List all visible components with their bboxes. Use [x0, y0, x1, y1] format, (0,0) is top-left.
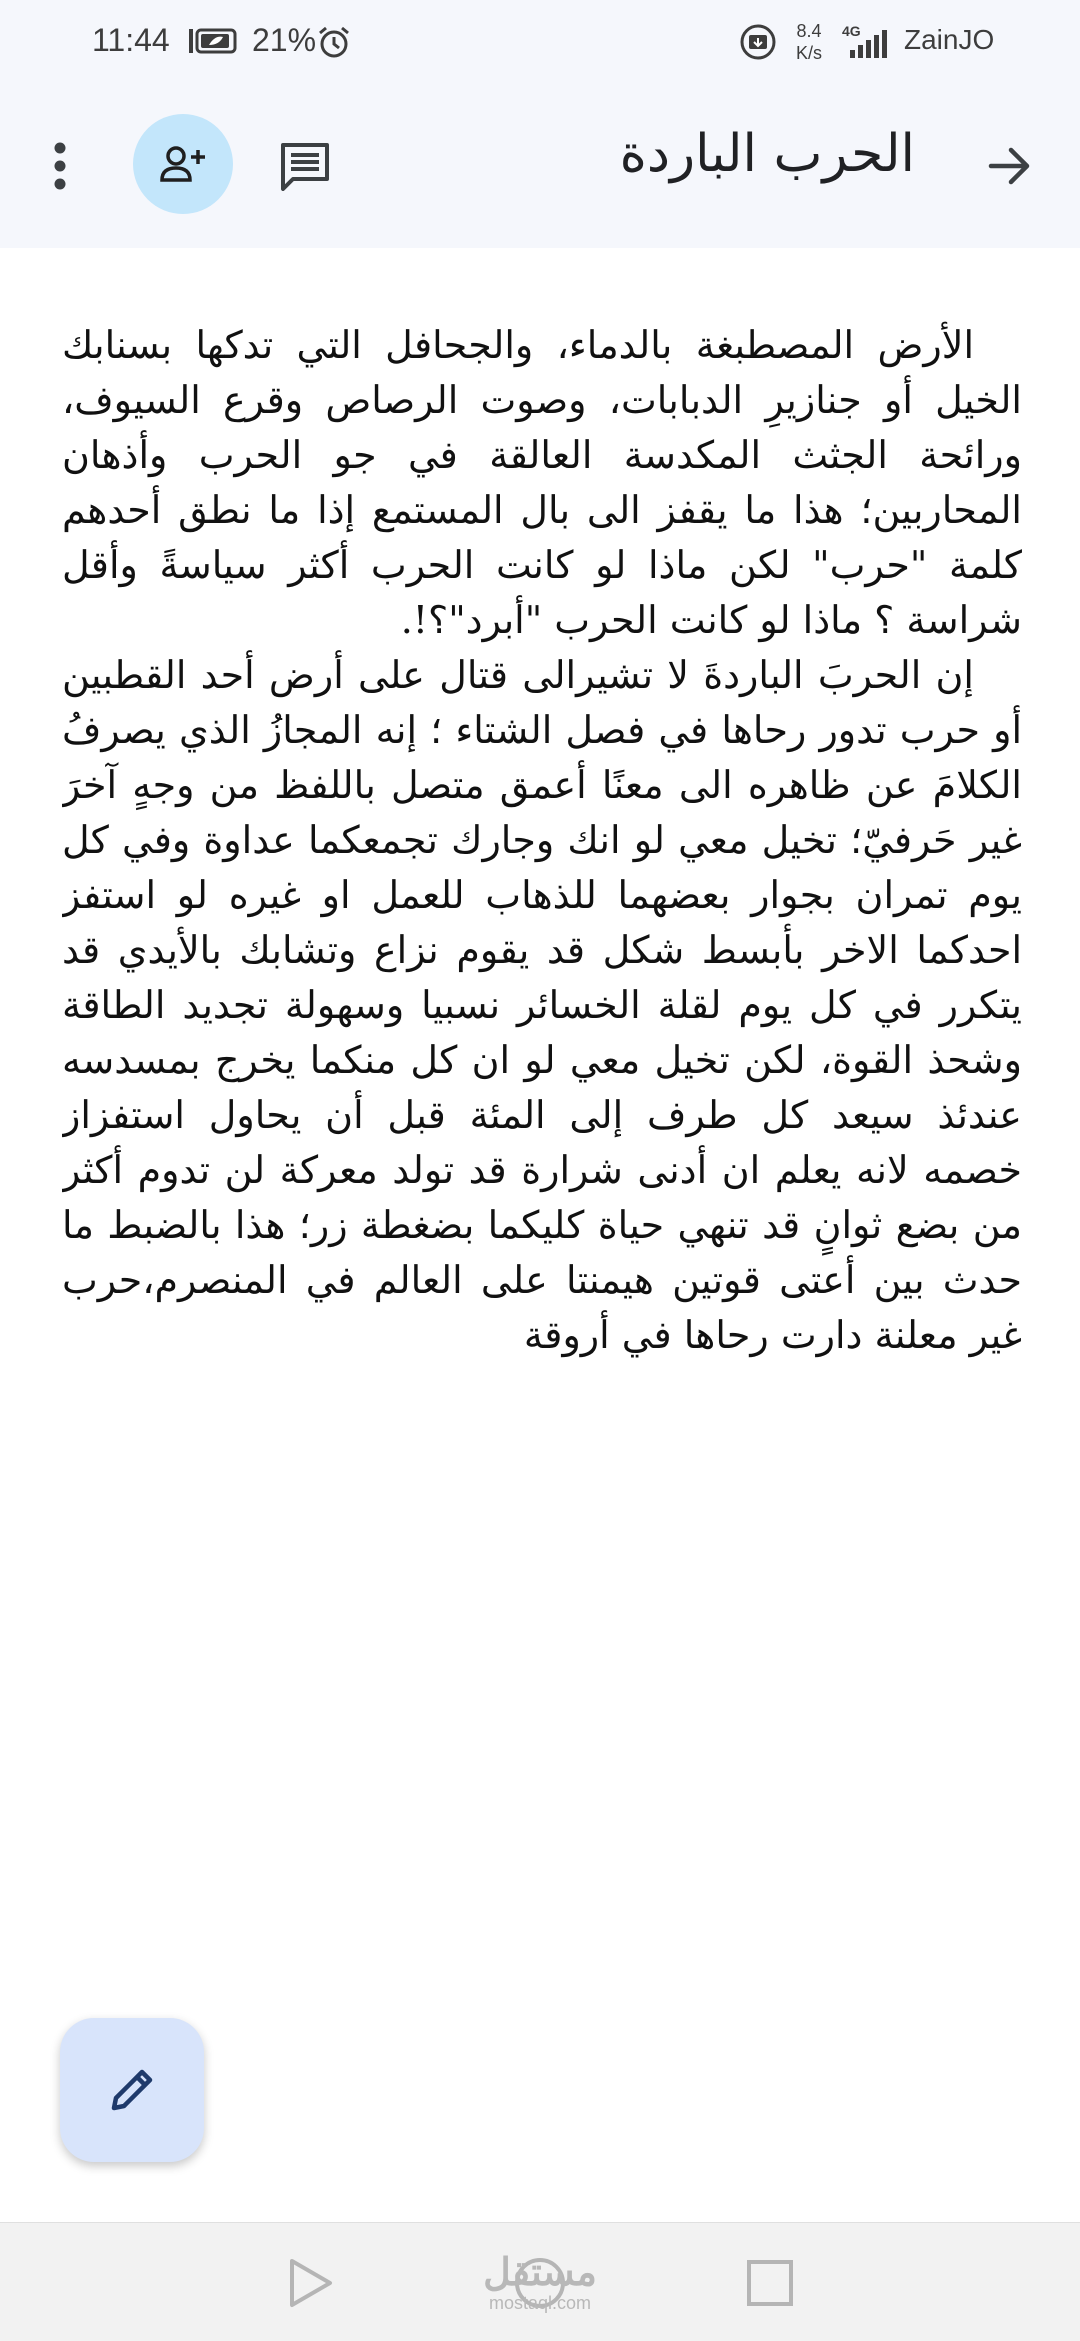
data-saver-icon	[738, 22, 778, 67]
document-paragraph: إن الحربَ الباردةَ لا تشيرالى قتال على أرض أحد القطبين أو حرب تدور رحاها في فصل الشتاء ؛ إنه المجازُ الذي يصرفُ الكلامَ عن ظاهره الى معنًا أعمق متصل باللفظ من وجهٍ آخرَ غير حَرفيّ؛ تخيل معي لو انك وجارك تجمعكما عداوة وفي كل يوم تمران بجوار بعضهما للذهاب للعمل او غيره لو استفز احدكما الاخر بأبسط شكل قد يقوم نزاع وتشابك بالأيدي قد يتكرر في كل يوم لقلة الخسائر نسبيا وسهولة تجديد الطاقة وشحذ القوة، لكن تخيل معي لو ان كل منكما يخرج بمسدسه عندئذ سيعد كل طرف إلى المئة قبل أن يحاول استفزاز خصمه لانه يعلم ان أدنى شرارة قد تولد معركة لن تدوم أكثر من بضع ثوانٍ قد تنهي حياة كليكما بضغطة زر؛ هذا بالضبط ما حدث بين أعتى قوتين هيمنتا على العالم في المنصرم،حرب غير معلنة دارت رحاها في أروقة	[62, 653, 1022, 1357]
watermark-latin: mostaql.com	[488, 2293, 592, 2313]
alarm-icon	[316, 24, 352, 65]
nav-back-button[interactable]	[280, 2253, 340, 2313]
status-time: 11:44	[92, 22, 170, 58]
system-nav-bar	[0, 2222, 1080, 2341]
watermark-arabic: مستقل	[483, 2252, 597, 2294]
document-title: الحرب الباردة	[619, 124, 915, 184]
network-type: 4G	[842, 23, 861, 39]
more-options-button[interactable]	[30, 134, 90, 198]
more-vert-icon	[54, 142, 66, 190]
comments-icon	[279, 141, 331, 191]
edit-pencil-icon	[106, 2064, 158, 2116]
add-person-icon	[160, 144, 206, 184]
comments-button[interactable]	[270, 134, 340, 198]
battery-percent: 21%	[252, 22, 317, 58]
mostaql-watermark	[470, 2253, 610, 2313]
network-speed	[786, 20, 832, 64]
back-button[interactable]	[980, 134, 1040, 198]
document-paragraph: الأرض المصطبغة بالدماء، والجحافل التي تدكها بسنابك الخيل أو جنازيرِ الدبابات، وصوت الرصاص وقرع السيوف، ورائحة الجثث المكدسة العالقة في جو الحرب وأذهان المحاربين؛ هذا ما يقفز الى بال المستمع إذا ما نطق أحدهم كلمة "حرب" لكن ماذا لو كانت الحرب أكثر سياسةً وأقل شراسة ؟ ماذا لو كانت الحرب "أبرد"؟!.	[62, 323, 1022, 642]
status-bar	[0, 0, 1080, 84]
back-arrow-icon	[987, 146, 1033, 186]
document-body[interactable]	[62, 318, 1022, 2168]
nav-recents-icon	[745, 2258, 795, 2308]
share-button[interactable]	[133, 114, 233, 214]
signal-strength-icon	[850, 30, 890, 63]
carrier-name: ZainJO	[904, 24, 995, 55]
edit-fab-button[interactable]	[60, 2018, 204, 2162]
nav-back-icon	[286, 2257, 334, 2309]
nav-recents-button[interactable]	[740, 2253, 800, 2313]
network-speed-unit: K/s	[795, 43, 822, 63]
battery-saver-icon	[187, 27, 239, 60]
document-toolbar	[0, 84, 1080, 248]
network-speed-value: 8.4	[796, 21, 822, 41]
